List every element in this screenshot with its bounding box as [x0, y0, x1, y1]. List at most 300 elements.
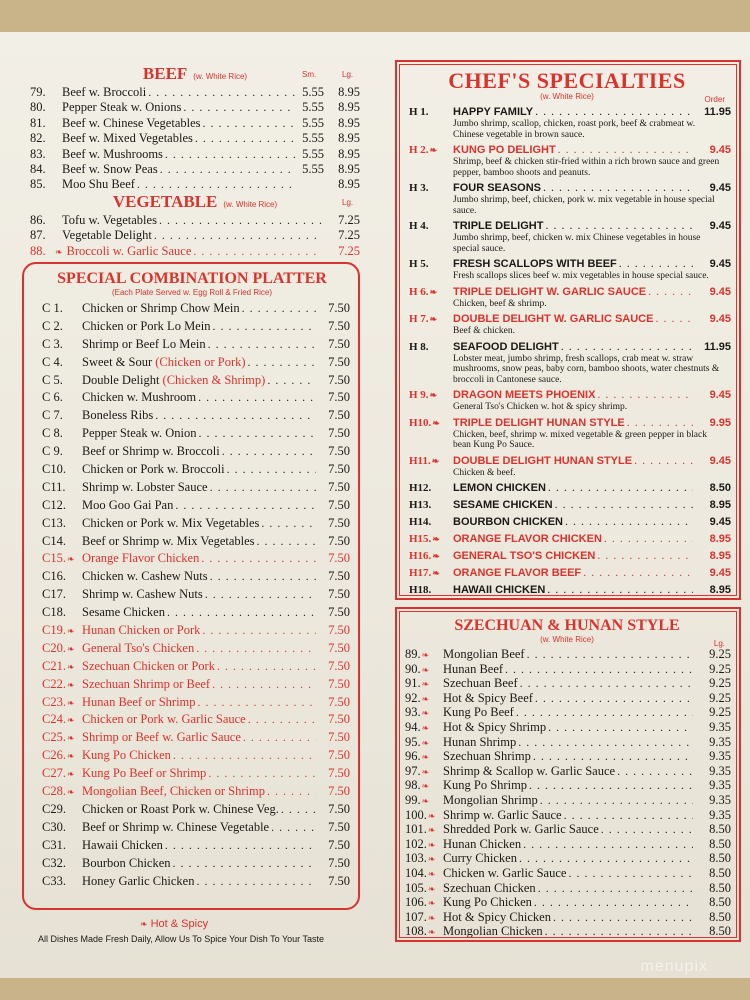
item-number: 87.	[30, 228, 46, 243]
item-name: SESAME CHICKEN	[453, 499, 553, 511]
combo-item	[34, 838, 350, 856]
item-code	[34, 498, 82, 513]
item-code-text: H18.	[409, 584, 432, 596]
specialty-header	[403, 481, 731, 495]
item-price: 7.50	[328, 819, 350, 834]
leader-dots	[167, 605, 316, 620]
item-code	[34, 390, 82, 405]
item-name	[82, 874, 194, 889]
item-code-text: C23.	[42, 694, 66, 709]
szechuan-subtitle: (w. White Rice)	[540, 635, 594, 644]
item-price: 7.50	[328, 408, 350, 423]
combo-item	[34, 480, 350, 498]
item-code	[403, 516, 453, 529]
item-price-small: 5.55	[302, 85, 324, 99]
item-price: 7.50	[328, 766, 350, 781]
specialty-item	[403, 454, 731, 479]
leader-dots	[195, 131, 296, 146]
item-code-text: C 9.	[42, 444, 63, 459]
pepper-icon: ❧	[429, 314, 438, 324]
combo-item	[34, 319, 350, 337]
specialty-item	[403, 532, 731, 546]
leader-dots	[227, 462, 316, 477]
item-code	[34, 730, 82, 745]
item-number	[403, 764, 443, 779]
item-price: 7.50	[328, 784, 350, 799]
item-code-text: C 1.	[42, 301, 63, 315]
item-code	[403, 417, 453, 430]
item-price: 9.35	[709, 734, 731, 749]
item-name-text: Chicken or Pork w. Broccoli	[82, 462, 225, 477]
combo-item	[34, 712, 350, 730]
item-code-text: C32.	[42, 855, 66, 870]
leader-dots	[212, 677, 316, 692]
menu-item	[30, 213, 360, 228]
specialty-header	[403, 566, 731, 580]
item-description: Jumbo shrimp, scallop, chicken, roast pork, beef & crabmeat w. Chinese vegetable in brown sauce.	[453, 119, 696, 140]
menu-item	[403, 895, 731, 910]
item-number	[403, 647, 443, 662]
item-name	[82, 498, 173, 513]
item-name-text: Kung Po Beef or Shrimp	[82, 766, 207, 781]
pepper-icon: ❧	[66, 626, 75, 637]
leader-dots	[193, 244, 322, 259]
item-price: 7.50	[328, 318, 350, 333]
combo-item	[34, 444, 350, 462]
item-name: Moo Shu Beef	[62, 177, 135, 192]
combo-item	[34, 695, 350, 713]
pepper-icon: ❧	[55, 246, 63, 257]
menu-item	[403, 822, 731, 837]
item-name: FOUR SEASONS	[453, 182, 542, 194]
item-code	[403, 482, 453, 495]
item-price-small: 5.55	[302, 131, 324, 146]
leader-dots	[561, 340, 693, 353]
item-number	[403, 822, 443, 837]
item-number: 88.	[30, 243, 46, 258]
item-code	[34, 534, 82, 549]
item-price: 8.50	[709, 851, 731, 866]
specialty-header	[403, 340, 731, 354]
item-name	[82, 659, 215, 674]
combo-item	[34, 337, 350, 355]
specialty-header	[403, 454, 731, 468]
item-code	[403, 341, 453, 354]
menu-item	[403, 808, 731, 823]
item-name	[82, 677, 210, 692]
leader-dots	[183, 100, 296, 115]
szechuan-hunan-box	[395, 607, 741, 942]
leader-dots	[205, 587, 316, 602]
specialty-item	[403, 481, 731, 495]
item-code-text: C 8.	[42, 426, 63, 441]
item-price: 11.95	[704, 106, 731, 118]
combo-item	[34, 498, 350, 516]
item-price: 7.50	[328, 390, 350, 405]
combo-item	[34, 587, 350, 605]
item-name: Hot & Spicy Shrimp	[443, 719, 547, 734]
menu-item	[403, 778, 731, 793]
specialty-item	[403, 388, 731, 413]
item-name: Kung Po Beef	[443, 705, 514, 720]
combo-title: SPECIAL COMBINATION PLATTER	[57, 270, 327, 287]
specialty-header	[403, 498, 731, 512]
combo-item	[34, 301, 350, 319]
item-code-text: C 5.	[42, 372, 63, 387]
beef-section	[30, 64, 360, 193]
item-price-small: 5.55	[302, 146, 324, 161]
pepper-icon: ❧	[66, 769, 75, 780]
item-name: DOUBLE DELIGHT HUNAN STYLE	[453, 454, 633, 467]
leader-dots	[198, 390, 316, 405]
item-number	[403, 749, 443, 764]
leader-dots	[198, 695, 316, 710]
item-name-text: Shrimp w. Lobster Sauce	[82, 479, 208, 494]
pepper-icon: ❧	[431, 455, 440, 466]
menu-item	[30, 85, 360, 100]
item-name	[82, 355, 246, 370]
menu-item	[30, 162, 360, 177]
item-name	[82, 426, 196, 441]
leader-dots	[201, 551, 316, 566]
item-code-text: C10.	[42, 462, 66, 477]
menu-item	[403, 764, 731, 779]
item-price: 7.50	[328, 658, 350, 673]
specialty-item	[403, 219, 731, 254]
combo-item	[34, 766, 350, 784]
item-name	[82, 856, 171, 871]
item-number	[403, 808, 443, 823]
specialty-item	[403, 340, 731, 386]
item-price-small: 5.55	[302, 162, 324, 177]
item-code-text: H 5.	[409, 258, 429, 270]
item-name: LEMON CHICKEN	[453, 482, 546, 494]
item-price: 8.95	[709, 550, 731, 562]
item-code	[403, 182, 453, 195]
item-code	[34, 444, 82, 459]
item-price: 7.50	[328, 372, 350, 387]
item-name: Hot & Spicy Chicken	[443, 909, 551, 924]
leader-dots	[210, 480, 316, 495]
item-code-text: C28.	[42, 784, 66, 799]
leader-dots	[159, 213, 322, 228]
combo-item	[34, 748, 350, 766]
item-price: 9.45	[709, 454, 731, 467]
item-code-text: C19.	[42, 623, 66, 638]
specialty-item	[403, 105, 731, 140]
item-name: Shrimp & Scallop w. Garlic Sauce	[443, 763, 616, 778]
leader-dots	[527, 647, 693, 662]
item-name: Beef w. Mixed Vegetables	[62, 131, 193, 146]
item-code-text: H14.	[409, 516, 432, 528]
item-code	[34, 695, 82, 710]
item-number-text: 101.	[405, 822, 427, 837]
vegetable-col-lg: Lg.	[342, 198, 354, 207]
hot-spicy-legend	[140, 918, 208, 930]
item-name	[82, 802, 279, 817]
item-price: 9.45	[709, 258, 731, 270]
leader-dots	[583, 566, 693, 579]
item-code-text: C11.	[42, 479, 66, 494]
chef-title: CHEF'S SPECIALTIES	[448, 68, 686, 93]
item-name-text: Mongolian Beef, Chicken or Shrimp	[82, 784, 265, 799]
combo-item	[34, 373, 350, 391]
leader-dots	[548, 481, 693, 494]
item-name: Hunan Chicken	[443, 836, 522, 851]
menu-item	[403, 647, 731, 662]
item-code	[34, 516, 82, 531]
item-price: 8.50	[709, 482, 731, 494]
item-price: 8.50	[709, 836, 731, 851]
combo-item	[34, 355, 350, 373]
item-number-text: 94.	[405, 719, 421, 734]
item-number	[403, 851, 443, 866]
item-number-text: 99.	[405, 792, 421, 807]
pepper-icon: ❧	[66, 661, 75, 672]
combo-item	[34, 820, 350, 838]
item-price: 9.25	[709, 647, 731, 661]
specialty-item	[403, 181, 731, 216]
item-price-large: 8.95	[338, 100, 360, 115]
item-name: Curry Chicken	[443, 851, 517, 866]
item-code	[34, 373, 82, 388]
combo-item	[34, 516, 350, 534]
specialty-header	[403, 416, 731, 430]
menu-item	[403, 793, 731, 808]
item-number: 81.	[30, 115, 46, 130]
leader-dots	[597, 549, 693, 562]
vegetable-section	[30, 192, 360, 260]
item-code	[34, 587, 82, 602]
item-price: 7.50	[328, 515, 350, 530]
pepper-icon: ❧	[140, 919, 148, 929]
item-name-text: Szechuan Shrimp or Beef	[82, 676, 211, 691]
item-code-text: H10.	[409, 416, 432, 429]
menu-item	[403, 720, 731, 735]
pepper-icon: ❧	[427, 854, 436, 865]
item-number: 79.	[30, 85, 46, 99]
specialty-header	[403, 583, 731, 597]
leader-dots	[565, 515, 693, 528]
item-number	[403, 676, 443, 691]
item-code	[34, 784, 82, 799]
item-code-text: H 1.	[409, 106, 429, 118]
combo-item	[34, 605, 350, 623]
leader-dots	[543, 181, 693, 194]
specialty-header	[403, 143, 731, 157]
item-code-text: C16.	[42, 569, 66, 584]
item-name: Beef w. Broccoli	[62, 85, 147, 99]
pepper-icon: ❧	[432, 417, 440, 428]
combo-list	[34, 301, 350, 891]
pepper-icon: ❧	[66, 643, 75, 654]
combo-item	[34, 677, 350, 695]
item-name: HAWAII CHICKEN	[453, 584, 546, 596]
item-code-text: C29.	[42, 801, 66, 816]
specialty-item	[403, 257, 731, 282]
item-price: 7.50	[328, 748, 350, 763]
leader-dots	[160, 162, 296, 177]
item-name-text: Kung Po Chicken	[82, 748, 171, 763]
leader-dots	[518, 735, 693, 750]
item-name-text: Moo Goo Gai Pan	[82, 497, 174, 512]
leader-dots	[568, 866, 693, 881]
pepper-icon: ❧	[432, 534, 440, 544]
combo-subtitle: (Each Plate Served w. Egg Roll & Fried Rice)	[111, 288, 273, 297]
item-name	[82, 838, 163, 853]
item-price-large: 7.25	[338, 213, 360, 227]
leader-dots	[604, 532, 693, 545]
szechuan-col-lg: Lg.	[713, 639, 725, 648]
item-name	[82, 480, 208, 495]
vegetable-list	[30, 213, 360, 260]
item-code-text: C25.	[42, 730, 66, 745]
item-name: Beef w. Mushrooms	[62, 146, 163, 161]
item-name-text: Chicken or Pork w. Mix Vegetables	[82, 515, 260, 530]
beef-list	[30, 85, 360, 193]
item-name-text: Sweet & Sour	[82, 354, 153, 369]
leader-dots	[248, 712, 316, 727]
leader-dots	[267, 373, 316, 388]
item-code-text: C27.	[42, 766, 66, 781]
item-description: Chicken & beef.	[453, 467, 516, 478]
item-name: Szechuan Shrimp	[443, 749, 531, 764]
item-price-large: 8.95	[338, 85, 360, 99]
leader-dots	[505, 662, 693, 677]
leader-dots	[271, 820, 316, 835]
vegetable-title: VEGETABLE	[112, 192, 218, 211]
item-code	[34, 659, 82, 674]
combo-item	[34, 641, 350, 659]
item-name: Szechuan Beef	[443, 676, 518, 691]
item-name: BOURBON CHICKEN	[453, 516, 563, 528]
specialty-item	[403, 312, 731, 337]
pepper-icon: ❧	[427, 898, 436, 909]
item-name	[82, 712, 246, 727]
item-code	[403, 499, 453, 512]
leader-dots	[198, 426, 316, 441]
menu-item	[403, 910, 731, 925]
item-name-text: Pepper Steak w. Onion	[82, 426, 197, 441]
leader-dots	[648, 285, 693, 298]
combination-platter-box	[22, 262, 360, 910]
item-number	[403, 691, 443, 706]
item-name	[82, 695, 196, 710]
specialty-header	[403, 515, 731, 529]
item-name	[82, 820, 269, 835]
item-number: 86.	[30, 213, 46, 227]
item-code	[34, 802, 82, 817]
item-price: 7.50	[328, 712, 350, 727]
leader-dots	[516, 705, 693, 720]
item-price: 7.50	[328, 640, 350, 655]
item-price: 8.50	[709, 895, 731, 910]
watermark-logo: menupix	[640, 958, 708, 975]
leader-dots	[202, 623, 316, 638]
item-description: Jumbo shrimp, beef, chicken, pork w. mix vegetable in house special sauce.	[453, 195, 715, 216]
item-code	[34, 551, 82, 566]
specialty-item	[403, 498, 731, 512]
item-number-text: 102.	[405, 836, 427, 851]
item-code	[34, 874, 82, 889]
combo-item	[34, 534, 350, 552]
menu-item	[403, 881, 731, 896]
leader-dots	[545, 924, 693, 939]
item-code-text: C 4.	[42, 354, 63, 369]
menu-item	[403, 676, 731, 691]
item-name	[82, 587, 203, 602]
leader-dots	[533, 749, 693, 764]
item-name: TRIPLE DELIGHT HUNAN STYLE	[453, 416, 625, 429]
item-code-text: H13.	[409, 499, 432, 511]
item-price-large: 8.95	[338, 162, 360, 177]
item-name: TRIPLE DELIGHT	[453, 220, 544, 232]
item-price-small: 5.55	[302, 115, 324, 130]
item-name	[82, 605, 165, 620]
item-name-text: Beef or Shrimp w. Chinese Vegetable	[82, 819, 270, 834]
item-code	[34, 337, 82, 352]
item-number	[403, 735, 443, 750]
item-name-text: Shrimp w. Cashew Nuts	[82, 587, 203, 602]
item-name: KUNG PO DELIGHT	[453, 144, 556, 156]
item-price-large: 8.95	[338, 115, 360, 130]
item-price: 9.95	[709, 416, 731, 429]
pepper-icon: ❧	[427, 810, 436, 821]
item-name	[82, 623, 200, 638]
item-price: 9.35	[709, 792, 731, 807]
item-price: 9.45	[709, 220, 731, 232]
item-price: 7.50	[328, 587, 350, 602]
leader-dots	[155, 408, 316, 423]
item-price: 8.95	[709, 533, 731, 545]
item-number: 83.	[30, 146, 46, 161]
item-price: 9.25	[709, 705, 731, 720]
item-number: 82.	[30, 131, 46, 146]
menu-item	[30, 228, 360, 243]
item-code-text: C 7.	[42, 408, 63, 423]
menu-item	[403, 705, 731, 720]
leader-dots	[627, 416, 693, 429]
pepper-icon: ❧	[421, 766, 430, 777]
pepper-icon: ❧	[427, 839, 436, 850]
item-code	[34, 820, 82, 835]
combo-item	[34, 408, 350, 426]
item-price: 7.50	[328, 444, 350, 459]
item-price: 7.50	[328, 694, 350, 709]
leader-dots	[519, 851, 693, 866]
item-price: 8.95	[709, 499, 731, 511]
item-price: 9.45	[709, 516, 731, 528]
specialty-item	[403, 285, 731, 310]
item-number-text: 90.	[405, 661, 421, 676]
leader-dots	[196, 874, 316, 889]
leader-dots	[558, 143, 693, 156]
item-code	[403, 220, 453, 233]
item-code	[34, 641, 82, 656]
item-code	[34, 712, 82, 727]
item-price-small: 5.55	[302, 100, 324, 115]
item-number-text: 96.	[405, 749, 421, 764]
beef-subtitle: (w. White Rice)	[193, 72, 248, 81]
item-code-text: H 4.	[409, 220, 429, 232]
item-name: Chicken w. Garlic Sauce	[443, 865, 567, 880]
beef-col-lg: Lg.	[342, 70, 354, 79]
item-name: Mongolian Shrimp	[443, 792, 538, 807]
item-price: 9.45	[709, 182, 731, 194]
item-price: 9.35	[709, 807, 731, 822]
chefs-specialties-box	[395, 60, 741, 600]
leader-dots	[547, 583, 693, 596]
